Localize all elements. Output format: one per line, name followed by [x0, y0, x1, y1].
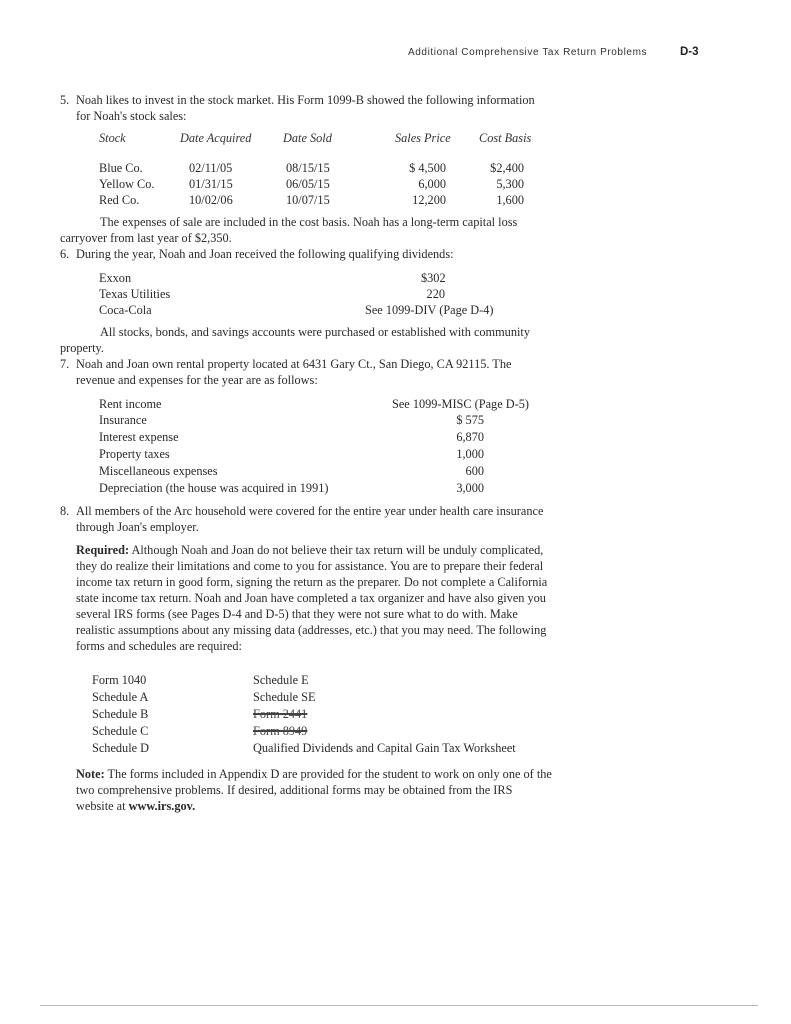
list-value: $ 575 — [456, 413, 484, 427]
note-paragraph — [76, 766, 552, 814]
table-cell: 02/11/05 — [189, 161, 233, 175]
form-item-struck: Form 8949 — [253, 724, 308, 738]
column-header: Sales Price — [395, 131, 451, 145]
note-label: Note: — [76, 767, 105, 781]
item-number: 6. — [60, 247, 70, 261]
form-item: Form 1040 — [92, 673, 147, 687]
list-value: See 1099-MISC (Page D-5) — [392, 397, 529, 411]
irs-website-link[interactable]: www.irs.gov — [128, 799, 193, 813]
table-cell: 10/07/15 — [286, 193, 330, 207]
table-cell: 08/15/15 — [286, 161, 330, 175]
item-7-text: Noah and Joan own rental property located at 6431 Gary Ct., San Diego, CA 92115. The revenue and expenses for the year are as follows: — [76, 357, 512, 387]
form-item: Schedule E — [253, 673, 309, 687]
form-item: Schedule C — [92, 724, 149, 738]
item-8-text: All members of the Arc household were covered for the entire year under health care insurance through Joan's employer. — [76, 504, 544, 534]
page-bottom-rule — [40, 1005, 758, 1006]
required-label: Required: — [76, 543, 130, 557]
item-6-text: During the year, Noah and Joan received the following qualifying dividends: — [76, 247, 454, 261]
list-value: 1,000 — [456, 447, 484, 461]
list-value: See 1099-DIV (Page D-4) — [365, 303, 494, 317]
list-item: Interest expense — [99, 430, 179, 444]
item-number: 5. — [60, 93, 70, 107]
running-header: Additional Comprehensive Tax Return Problems — [408, 47, 648, 58]
list-item: Property taxes — [99, 447, 170, 461]
table-cell: Yellow Co. — [99, 177, 155, 191]
list-value: 220 — [426, 287, 445, 301]
page-number: D-3 — [680, 46, 699, 58]
item-number: 8. — [60, 504, 70, 518]
form-item: Schedule B — [92, 707, 149, 721]
item-6-note: All stocks, bonds, and savings accounts were purchased or established with community property. — [60, 325, 530, 355]
list-item: Texas Utilities — [99, 287, 171, 301]
table-cell: 06/05/15 — [286, 177, 330, 191]
form-item: Qualified Dividends and Capital Gain Tax Worksheet — [253, 741, 516, 755]
column-header: Cost Basis — [479, 131, 532, 145]
table-cell: Red Co. — [99, 193, 140, 207]
list-item: Miscellaneous expenses — [99, 464, 218, 478]
note-text: The forms included in Appendix D are provided for the student to work on only one of the two comprehensive problems. If desired, additional forms may be obtained from the IRS website at — [76, 767, 552, 813]
form-item: Schedule A — [92, 690, 149, 704]
list-item: Exxon — [99, 271, 132, 285]
table-cell: 6,000 — [418, 177, 446, 191]
required-paragraph — [76, 542, 552, 654]
list-value: 6,870 — [456, 430, 484, 444]
list-value: 3,000 — [456, 481, 484, 495]
column-header: Date Sold — [283, 131, 332, 145]
list-value: 600 — [465, 464, 484, 478]
form-item: Schedule SE — [253, 690, 316, 704]
table-cell: Blue Co. — [99, 161, 143, 175]
note-end: . — [192, 799, 196, 813]
required-text: Although Noah and Joan do not believe their tax return will be unduly complicated, they do realize their limitations and come to you for assistance. You are to prepare their federal income tax return in good form, signing the return as the preparer. Do not complete a California state income tax return. Noah and Joan have completed a tax organizer and have also given you several IRS forms (see Pages D-4 and D-5) that they were not sure what to do with. Make realistic assumptions about any missing data (addresses, etc.) that you may need. The following forms and schedules are required: — [76, 543, 548, 653]
table-cell: 5,300 — [496, 177, 524, 191]
list-item: Rent income — [99, 397, 162, 411]
item-number: 7. — [60, 357, 70, 371]
list-item: Depreciation (the house was acquired in 1991) — [99, 481, 329, 495]
table-cell: $ 4,500 — [409, 161, 446, 175]
table-cell: 10/02/06 — [189, 193, 233, 207]
form-item: Schedule D — [92, 741, 150, 755]
table-cell: 01/31/15 — [189, 177, 233, 191]
list-item: Insurance — [99, 413, 147, 427]
item-5-text: Noah likes to invest in the stock market. His Form 1099-B showed the following information for Noah's stock sales: — [76, 93, 535, 123]
list-item: Coca-Cola — [99, 303, 152, 317]
table-cell: 12,200 — [412, 193, 446, 207]
column-header: Stock — [99, 131, 126, 145]
column-header: Date Acquired — [180, 131, 252, 145]
form-item-struck: Form 2441 — [253, 707, 308, 721]
table-cell: 1,600 — [496, 193, 524, 207]
table-cell: $2,400 — [490, 161, 524, 175]
item-5-note: The expenses of sale are included in the cost basis. Noah has a long-term capital loss carryover from last year of $2,350. — [60, 215, 518, 245]
list-value: $302 — [421, 271, 446, 285]
